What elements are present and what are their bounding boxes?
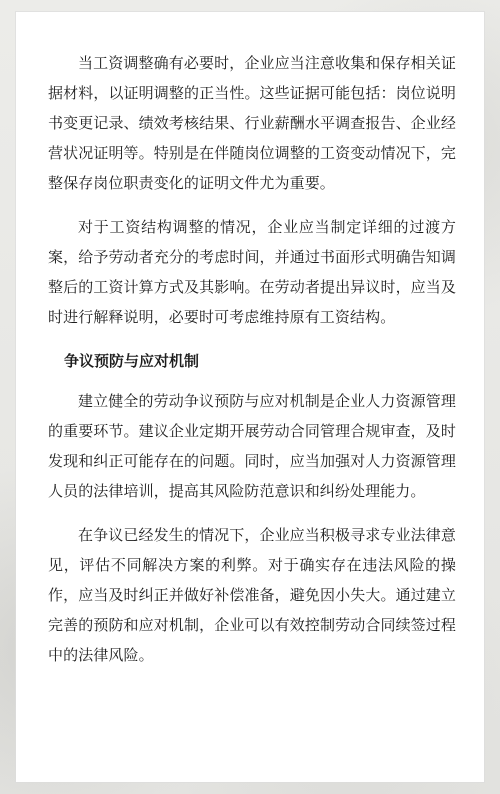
paragraph-response: 在争议已经发生的情况下，企业应当积极寻求专业法律意见，评估不同解决方案的利弊。对于确实存在违法风险的操作，应当及时纠正并做好补偿准备，避免因小失大。通过建立完善的预防和应对机制，企业可以有效控制劳动合同续签过程中的法律风险。 [48, 526, 456, 664]
paragraph-transition-plan: 对于工资结构调整的情况，企业应当制定详细的过渡方案，给予劳动者充分的考虑时间，并通过书面形式明确告知调整后的工资计算方式及其影响。在劳动者提出异议时，应当及时进行解释说明，必要时可考虑维持原有工资结构。 [48, 218, 456, 326]
section-heading: 争议预防与应对机制 [64, 352, 200, 370]
document-page [16, 12, 484, 782]
paragraph-evidence: 当工资调整确有必要时，企业应当注意收集和保存相关证据材料，以证明调整的正当性。这些证据可能包括：岗位说明书变更记录、绩效考核结果、行业薪酬水平调查报告、企业经营状况证明等。特别是在伴随岗位调整的工资变动情况下，完整保存岗位职责变化的证明文件尤为重要。 [48, 54, 456, 192]
paragraph-prevention: 建立健全的劳动争议预防与应对机制是企业人力资源管理的重要环节。建议企业定期开展劳动合同管理合规审查，及时发现和纠正可能存在的问题。同时，应当加强对人力资源管理人员的法律培训，提高其风险防范意识和纠纷处理能力。 [48, 392, 456, 500]
